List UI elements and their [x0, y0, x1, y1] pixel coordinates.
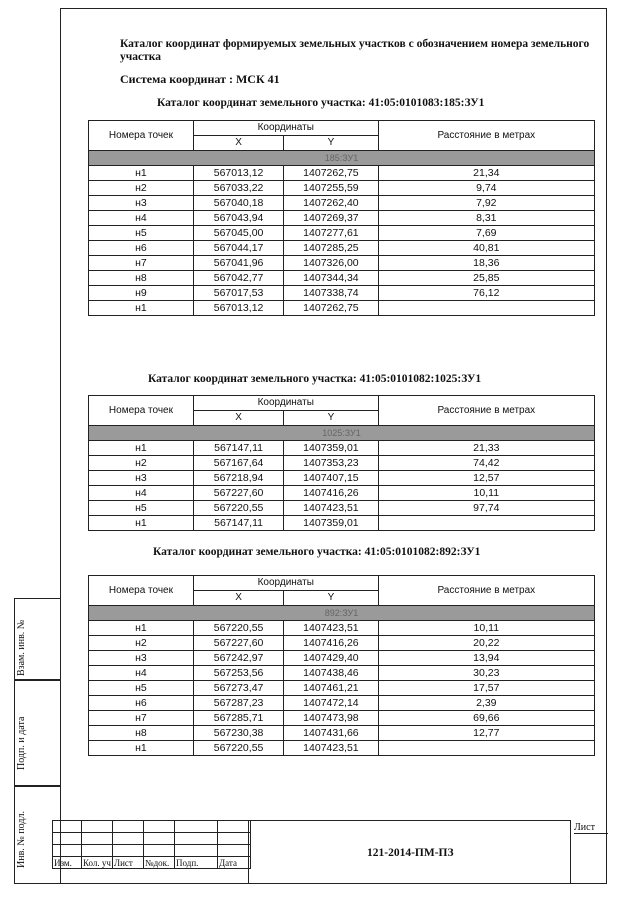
table-row: [89, 226, 595, 241]
y-cell: 1407416,26: [284, 486, 378, 501]
x-cell: 567230,38: [193, 726, 283, 741]
col-coords-header: Координаты: [193, 121, 378, 136]
distance-cell: 12,77: [378, 726, 594, 741]
distance-cell: 21,34: [378, 166, 594, 181]
document-code: 121-2014-ПМ-ПЗ: [367, 847, 454, 859]
table-row: [89, 256, 595, 271]
coordinate-table: [88, 120, 595, 316]
y-cell: 1407438,46: [284, 666, 378, 681]
col-coords-header: Координаты: [193, 396, 378, 411]
x-cell: 567218,94: [193, 471, 283, 486]
y-cell: 1407359,01: [284, 516, 378, 531]
point-cell: н4: [89, 211, 194, 226]
y-cell: 1407285,25: [284, 241, 378, 256]
x-cell: 567044,17: [193, 241, 283, 256]
title-block-col-label: №док.: [144, 857, 175, 869]
coordinate-system: Система координат : МСК 41: [120, 72, 280, 86]
title-block-col-label: Подп.: [175, 857, 218, 869]
x-cell: 567033,22: [193, 181, 283, 196]
title-block-col-label: Изм.: [53, 857, 82, 869]
point-cell: н1: [89, 301, 194, 316]
col-x-header: X: [193, 411, 283, 426]
col-coords-header: Координаты: [193, 576, 378, 591]
table-row: [89, 166, 595, 181]
col-distance-header: Расстояние в метрах: [378, 576, 594, 606]
side-label-vzam: Взам. инв. №: [16, 619, 27, 676]
title-block-col-label: Дата: [218, 857, 251, 869]
y-cell: 1407416,26: [284, 636, 378, 651]
y-cell: 1407473,98: [284, 711, 378, 726]
x-cell: 567273,47: [193, 681, 283, 696]
distance-cell: 97,74: [378, 501, 594, 516]
x-cell: 567045,00: [193, 226, 283, 241]
x-cell: 567041,96: [193, 256, 283, 271]
col-y-header: Y: [284, 411, 378, 426]
distance-cell: 69,66: [378, 711, 594, 726]
table-row: [89, 486, 595, 501]
table-row: [89, 211, 595, 226]
y-cell: 1407269,37: [284, 211, 378, 226]
point-cell: н4: [89, 666, 194, 681]
y-cell: 1407344,34: [284, 271, 378, 286]
x-cell: 567017,53: [193, 286, 283, 301]
x-cell: 567013,12: [193, 166, 283, 181]
distance-cell: 74,42: [378, 456, 594, 471]
table-row: [89, 196, 595, 211]
side-label-podp: Подп. и дата: [16, 716, 27, 770]
y-cell: 1407326,00: [284, 256, 378, 271]
distance-cell: 21,33: [378, 441, 594, 456]
table-row: [89, 286, 595, 301]
distance-cell: 18,36: [378, 256, 594, 271]
point-cell: н1: [89, 621, 194, 636]
distance-cell: 25,85: [378, 271, 594, 286]
x-cell: 567253,56: [193, 666, 283, 681]
x-cell: 567220,55: [193, 501, 283, 516]
table-row: [89, 271, 595, 286]
x-cell: 567242,97: [193, 651, 283, 666]
y-cell: 1407255,59: [284, 181, 378, 196]
x-cell: 567287,23: [193, 696, 283, 711]
point-cell: н1: [89, 516, 194, 531]
sheet-box: [570, 820, 607, 884]
point-cell: н1: [89, 441, 194, 456]
distance-cell: 9,74: [378, 181, 594, 196]
point-cell: н2: [89, 636, 194, 651]
point-cell: н2: [89, 456, 194, 471]
point-cell: н7: [89, 711, 194, 726]
table-row: [89, 666, 595, 681]
distance-cell: [378, 301, 594, 316]
table-row: [89, 711, 595, 726]
y-cell: 1407338,74: [284, 286, 378, 301]
table-row: [89, 301, 595, 316]
y-cell: 1407407,15: [284, 471, 378, 486]
group-row: 185:ЗУ1: [89, 151, 595, 166]
x-cell: 567220,55: [193, 741, 283, 756]
point-cell: н3: [89, 196, 194, 211]
x-cell: 567040,18: [193, 196, 283, 211]
side-label-inv: Инв. № подл.: [16, 811, 27, 868]
col-points-header: Номера точек: [89, 396, 194, 426]
distance-cell: 2,39: [378, 696, 594, 711]
table-row: [89, 621, 595, 636]
col-y-header: Y: [284, 136, 378, 151]
table-row: [89, 741, 595, 756]
table-row: [89, 696, 595, 711]
col-distance-header: Расстояние в метрах: [378, 396, 594, 426]
x-cell: 567285,71: [193, 711, 283, 726]
x-cell: 567042,77: [193, 271, 283, 286]
group-row: 892:ЗУ1: [89, 606, 595, 621]
distance-cell: 10,11: [378, 486, 594, 501]
title-block-col-label: Кол. уч: [83, 857, 111, 868]
distance-cell: 10,11: [378, 621, 594, 636]
table-row: [89, 501, 595, 516]
catalog-title: Каталог координат земельного участка: 41:05:0101082:892:ЗУ1: [153, 546, 481, 558]
col-y-header: Y: [284, 591, 378, 606]
document-heading: Каталог координат формируемых земельных участков с обозначением номера земельного участка: [120, 38, 590, 63]
point-cell: н5: [89, 681, 194, 696]
table-row: [89, 636, 595, 651]
x-cell: 567147,11: [193, 441, 283, 456]
point-cell: н2: [89, 181, 194, 196]
distance-cell: 30,23: [378, 666, 594, 681]
x-cell: 567227,60: [193, 486, 283, 501]
y-cell: 1407262,40: [284, 196, 378, 211]
y-cell: 1407359,01: [284, 441, 378, 456]
title-block-main: [248, 820, 570, 884]
distance-cell: 17,57: [378, 681, 594, 696]
point-cell: н7: [89, 256, 194, 271]
y-cell: 1407262,75: [284, 301, 378, 316]
col-x-header: X: [193, 591, 283, 606]
point-cell: н5: [89, 501, 194, 516]
table-row: [89, 181, 595, 196]
table-row: [89, 471, 595, 486]
distance-cell: 20,22: [378, 636, 594, 651]
x-cell: 567227,60: [193, 636, 283, 651]
group-row: 1025:ЗУ1: [89, 426, 595, 441]
revision-table: [52, 820, 251, 869]
table-row: [89, 441, 595, 456]
y-cell: 1407472,14: [284, 696, 378, 711]
title-block-col-label: Лист: [113, 857, 144, 869]
distance-cell: 40,81: [378, 241, 594, 256]
y-cell: 1407262,75: [284, 166, 378, 181]
point-cell: н3: [89, 471, 194, 486]
distance-cell: 8,31: [378, 211, 594, 226]
point-cell: н6: [89, 241, 194, 256]
x-cell: 567147,11: [193, 516, 283, 531]
y-cell: 1407423,51: [284, 741, 378, 756]
y-cell: 1407277,61: [284, 226, 378, 241]
table-row: [89, 681, 595, 696]
y-cell: 1407431,66: [284, 726, 378, 741]
point-cell: н6: [89, 696, 194, 711]
y-cell: 1407423,51: [284, 621, 378, 636]
point-cell: н1: [89, 741, 194, 756]
y-cell: 1407429,40: [284, 651, 378, 666]
point-cell: н3: [89, 651, 194, 666]
point-cell: н1: [89, 166, 194, 181]
coordinate-table: [88, 395, 595, 531]
distance-cell: 7,69: [378, 226, 594, 241]
col-points-header: Номера точек: [89, 121, 194, 151]
col-distance-header: Расстояние в метрах: [378, 121, 594, 151]
col-x-header: X: [193, 136, 283, 151]
distance-cell: [378, 516, 594, 531]
x-cell: 567220,55: [193, 621, 283, 636]
table-row: [89, 456, 595, 471]
point-cell: н9: [89, 286, 194, 301]
distance-cell: 13,94: [378, 651, 594, 666]
y-cell: 1407423,51: [284, 501, 378, 516]
x-cell: 567167,64: [193, 456, 283, 471]
point-cell: н8: [89, 726, 194, 741]
point-cell: н5: [89, 226, 194, 241]
point-cell: н4: [89, 486, 194, 501]
sheet-label: Лист: [574, 822, 608, 834]
coordinate-table: [88, 575, 595, 756]
distance-cell: 7,92: [378, 196, 594, 211]
table-row: [89, 241, 595, 256]
y-cell: 1407353,23: [284, 456, 378, 471]
col-points-header: Номера точек: [89, 576, 194, 606]
distance-cell: [378, 741, 594, 756]
table-row: [89, 516, 595, 531]
x-cell: 567043,94: [193, 211, 283, 226]
point-cell: н8: [89, 271, 194, 286]
table-row: [89, 651, 595, 666]
catalog-title: Каталог координат земельного участка: 41:05:0101082:1025:ЗУ1: [148, 373, 482, 385]
distance-cell: 12,57: [378, 471, 594, 486]
table-row: [89, 726, 595, 741]
y-cell: 1407461,21: [284, 681, 378, 696]
title-block: [40, 820, 607, 884]
x-cell: 567013,12: [193, 301, 283, 316]
distance-cell: 76,12: [378, 286, 594, 301]
catalog-title: Каталог координат земельного участка: 41:05:0101083:185:ЗУ1: [157, 97, 485, 109]
